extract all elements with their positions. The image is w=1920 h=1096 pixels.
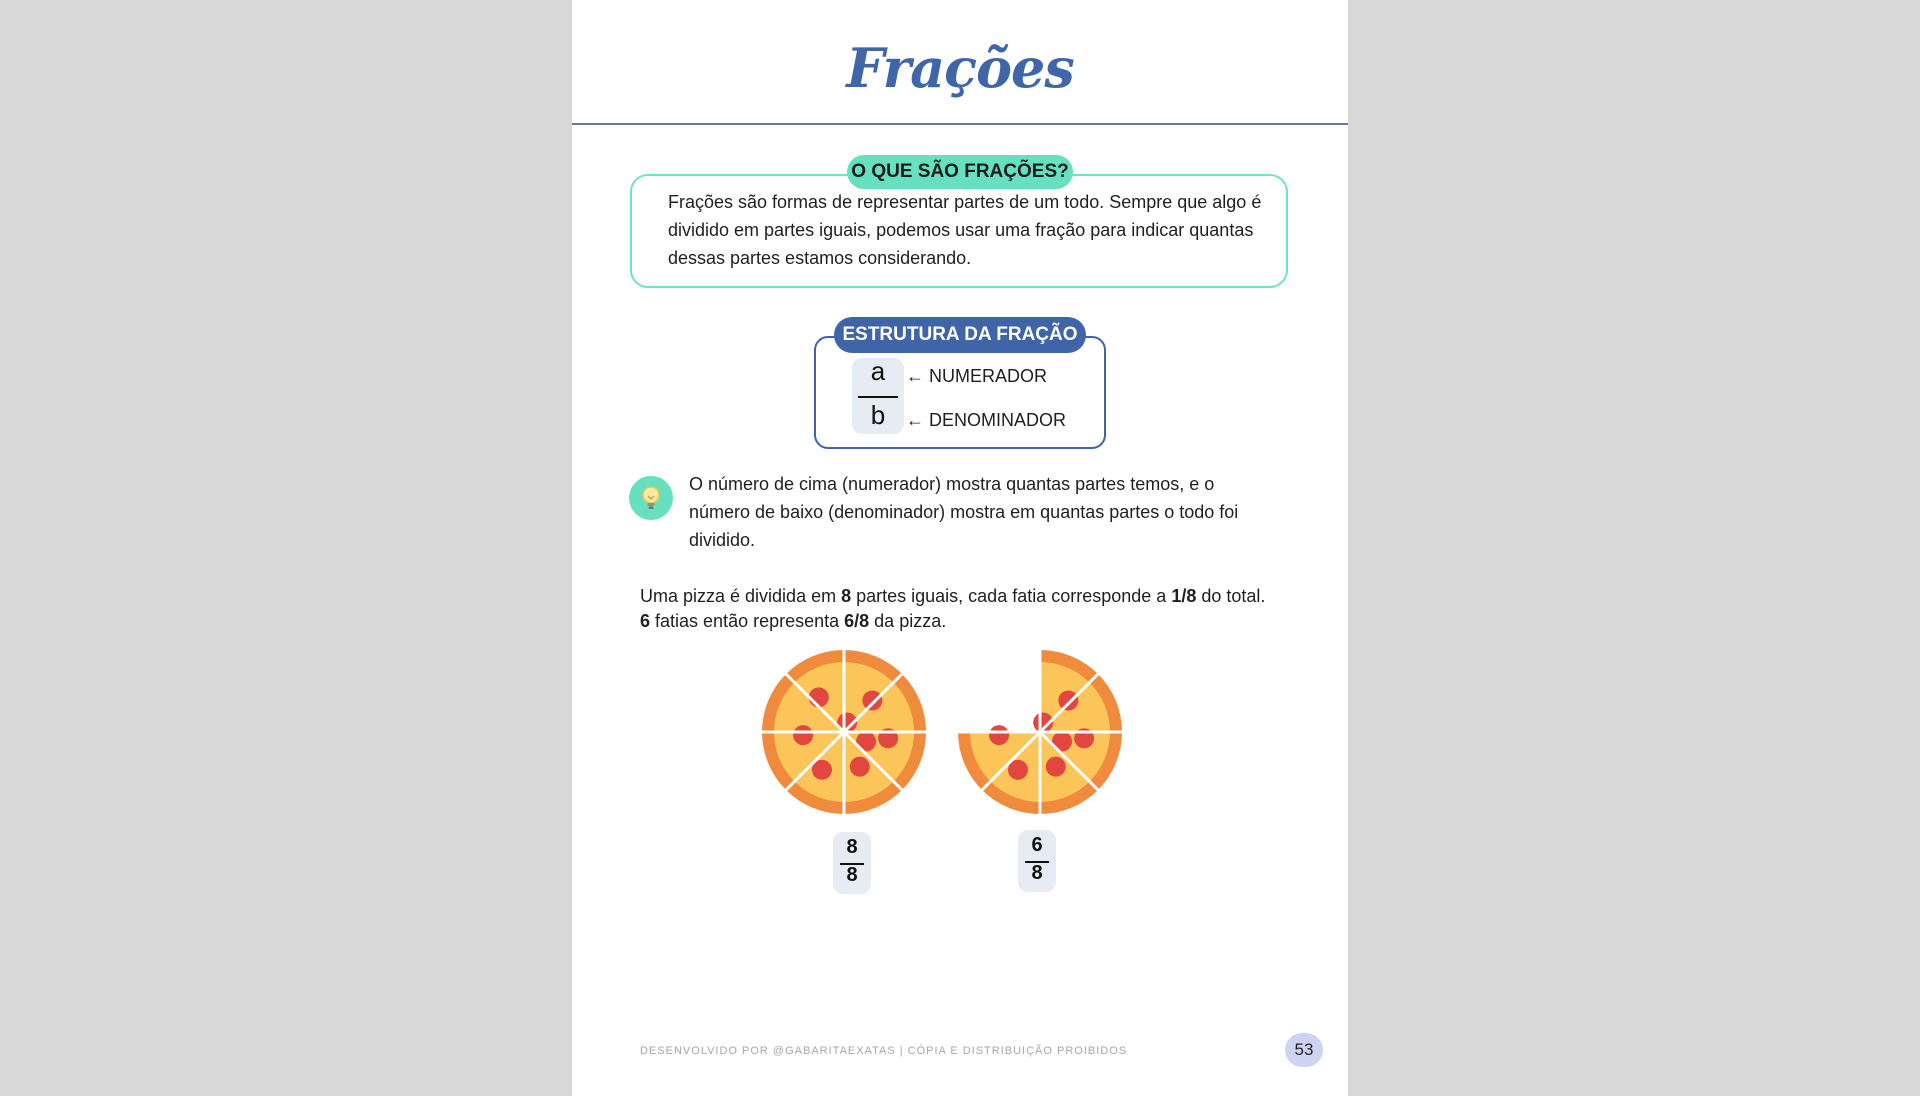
lightbulb-icon bbox=[639, 484, 663, 512]
page-title: Frações bbox=[846, 36, 1074, 100]
pizza-text-2: partes iguais, cada fatia corresponde a bbox=[851, 586, 1172, 606]
pizza-full bbox=[762, 650, 926, 814]
pizza-full-pepperoni bbox=[850, 757, 870, 777]
page-number: 53 bbox=[1285, 1033, 1323, 1067]
numerator-symbol: a bbox=[870, 356, 886, 386]
fraction-partial-denominator: 8 bbox=[1031, 862, 1043, 884]
tip-text: O número de cima (numerador) mostra quantas partes temos, e o número de baixo (denominador) mostra em quantas partes o todo foi dividido. bbox=[689, 474, 1239, 550]
numerator-label: ← NUMERADOR bbox=[906, 366, 1048, 386]
definition-text: Frações são formas de representar partes de um todo. Sempre que algo é dividido em partes iguais, podemos usar uma fração para indicar quantas dessas partes estamos considerando. bbox=[668, 192, 1262, 268]
pizza-bold-1: 8 bbox=[841, 586, 852, 606]
structure-badge: ESTRUTURA DA FRAÇÃO bbox=[834, 317, 1086, 353]
pizza-partial bbox=[958, 650, 1122, 814]
tip-badge bbox=[629, 476, 673, 520]
title-divider bbox=[572, 123, 1348, 125]
pizza-paragraph bbox=[640, 584, 1280, 634]
pizza-full-pepperoni bbox=[809, 687, 829, 707]
pizza-bold-2: 1/8 bbox=[1171, 586, 1197, 606]
document-page bbox=[572, 0, 1348, 1096]
pizza-text-4: fatias então representa bbox=[650, 611, 845, 631]
pizza-full-pepperoni bbox=[862, 691, 882, 711]
pizza-text-5: da pizza. bbox=[869, 611, 947, 631]
pizza-partial-pepperoni bbox=[989, 725, 1009, 745]
denominator-label: ← DENOMINADOR bbox=[906, 410, 1067, 430]
fraction-partial-numerator: 6 bbox=[1031, 834, 1043, 856]
denominator-symbol: b bbox=[870, 400, 886, 430]
pizza-text-3: do total. bbox=[1196, 586, 1266, 606]
definition-badge: O QUE SÃO FRAÇÕES? bbox=[847, 155, 1073, 189]
pizza-illustration bbox=[762, 640, 1142, 830]
pizza-bold-3: 6 bbox=[640, 611, 651, 631]
pizza-full-pepperoni bbox=[793, 725, 813, 745]
fraction-full-denominator: 8 bbox=[846, 864, 858, 886]
pizza-partial-pepperoni bbox=[1046, 757, 1066, 777]
footer-text: DESENVOLVIDO POR @GABARITAEXATAS | CÓPIA E DISTRIBUIÇÃO PROIBIDOS bbox=[640, 1045, 1128, 1057]
fraction-full-numerator: 8 bbox=[846, 836, 858, 858]
fraction-bar bbox=[858, 396, 898, 398]
pizza-bold-4: 6/8 bbox=[844, 611, 870, 631]
pizza-partial-pepperoni bbox=[1058, 691, 1078, 711]
pizza-text-1: Uma pizza é dividida em bbox=[640, 586, 842, 606]
